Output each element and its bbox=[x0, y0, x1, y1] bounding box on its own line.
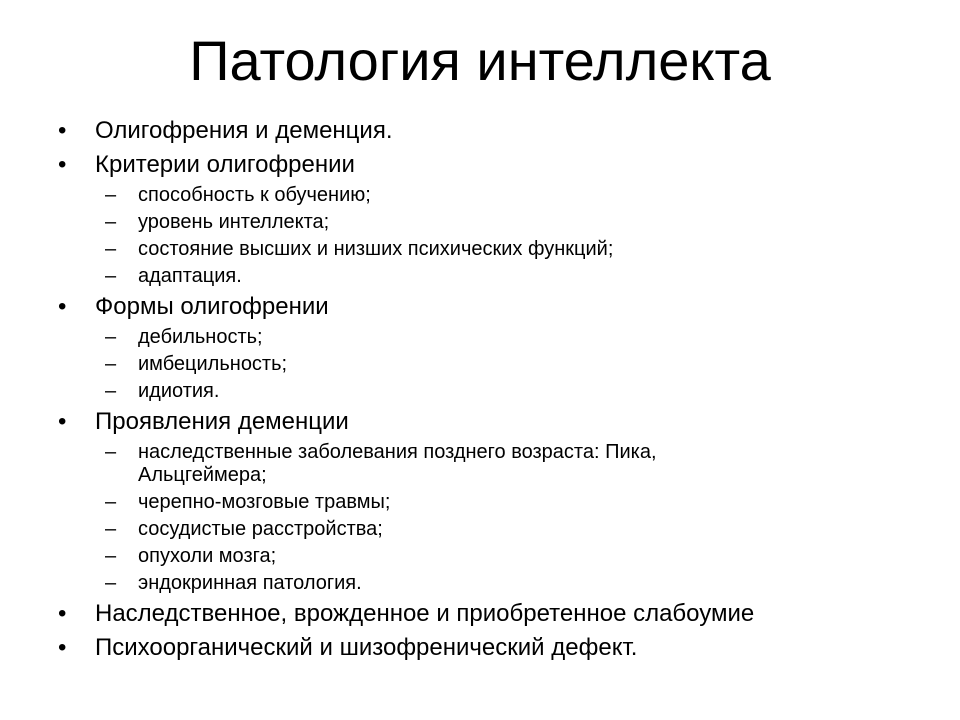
bullet-text: Критерии олигофрении bbox=[95, 151, 355, 178]
bullet-list bbox=[0, 116, 960, 663]
sub-item bbox=[0, 441, 778, 487]
sub-item-text: черепно-мозговые травмы; bbox=[138, 491, 391, 513]
bullet-item bbox=[0, 150, 960, 180]
dash-icon: – bbox=[105, 326, 117, 348]
sub-item-text: идиотия. bbox=[138, 380, 220, 402]
sub-item-text: сосудистые расстройства; bbox=[138, 518, 383, 540]
sub-item bbox=[0, 572, 778, 595]
dash-icon: – bbox=[105, 518, 117, 540]
dash-icon: – bbox=[105, 211, 117, 233]
bullet-text: Формы олигофрении bbox=[95, 293, 329, 320]
bullet-text: Наследственное, врожденное и приобретенное слабоумие bbox=[95, 600, 755, 627]
bullet-icon: • bbox=[58, 117, 67, 144]
dash-icon: – bbox=[105, 572, 117, 594]
sub-item-text: состояние высших и низших психических функций; bbox=[138, 238, 614, 260]
dash-icon: – bbox=[105, 184, 117, 206]
dash-icon: – bbox=[105, 353, 117, 375]
bullet-item bbox=[0, 599, 960, 629]
bullet-icon: • bbox=[58, 408, 67, 435]
sub-item-text: наследственные заболевания позднего возраста: Пика, Альцгеймера; bbox=[138, 441, 657, 486]
sub-item-text: уровень интеллекта; bbox=[138, 211, 330, 233]
bullet-icon: • bbox=[58, 151, 67, 178]
bullet-icon: • bbox=[58, 600, 67, 627]
sub-item-text: опухоли мозга; bbox=[138, 545, 277, 567]
bullet-item bbox=[0, 292, 960, 322]
sub-item-text: адаптация. bbox=[138, 265, 242, 287]
sub-item bbox=[0, 353, 778, 376]
sub-item bbox=[0, 238, 778, 261]
sub-item-text: эндокринная патология. bbox=[138, 572, 362, 594]
dash-icon: – bbox=[105, 238, 117, 260]
dash-icon: – bbox=[105, 441, 117, 463]
bullet-item bbox=[0, 633, 960, 663]
sub-item bbox=[0, 184, 778, 207]
dash-icon: – bbox=[105, 380, 117, 402]
dash-icon: – bbox=[105, 265, 117, 287]
sub-item-text: дебильность; bbox=[138, 326, 263, 348]
slide-title: Патология интеллекта bbox=[189, 29, 771, 92]
bullet-icon: • bbox=[58, 634, 67, 661]
bullet-item bbox=[0, 407, 960, 437]
sub-item bbox=[0, 518, 778, 541]
sub-item bbox=[0, 326, 778, 349]
sub-item-text: способность к обучению; bbox=[138, 184, 371, 206]
sub-item-text: имбецильность; bbox=[138, 353, 288, 375]
dash-icon: – bbox=[105, 491, 117, 513]
sub-item bbox=[0, 265, 778, 288]
sub-item bbox=[0, 380, 778, 403]
dash-icon: – bbox=[105, 545, 117, 567]
sub-item bbox=[0, 211, 778, 234]
sub-item bbox=[0, 491, 778, 514]
bullet-text: Психоорганический и шизофренический дефект. bbox=[95, 634, 638, 661]
bullet-text: Олигофрения и деменция. bbox=[95, 117, 393, 144]
sub-item bbox=[0, 545, 778, 568]
bullet-icon: • bbox=[58, 293, 67, 320]
bullet-item bbox=[0, 116, 960, 146]
bullet-text: Проявления деменции bbox=[95, 408, 349, 435]
